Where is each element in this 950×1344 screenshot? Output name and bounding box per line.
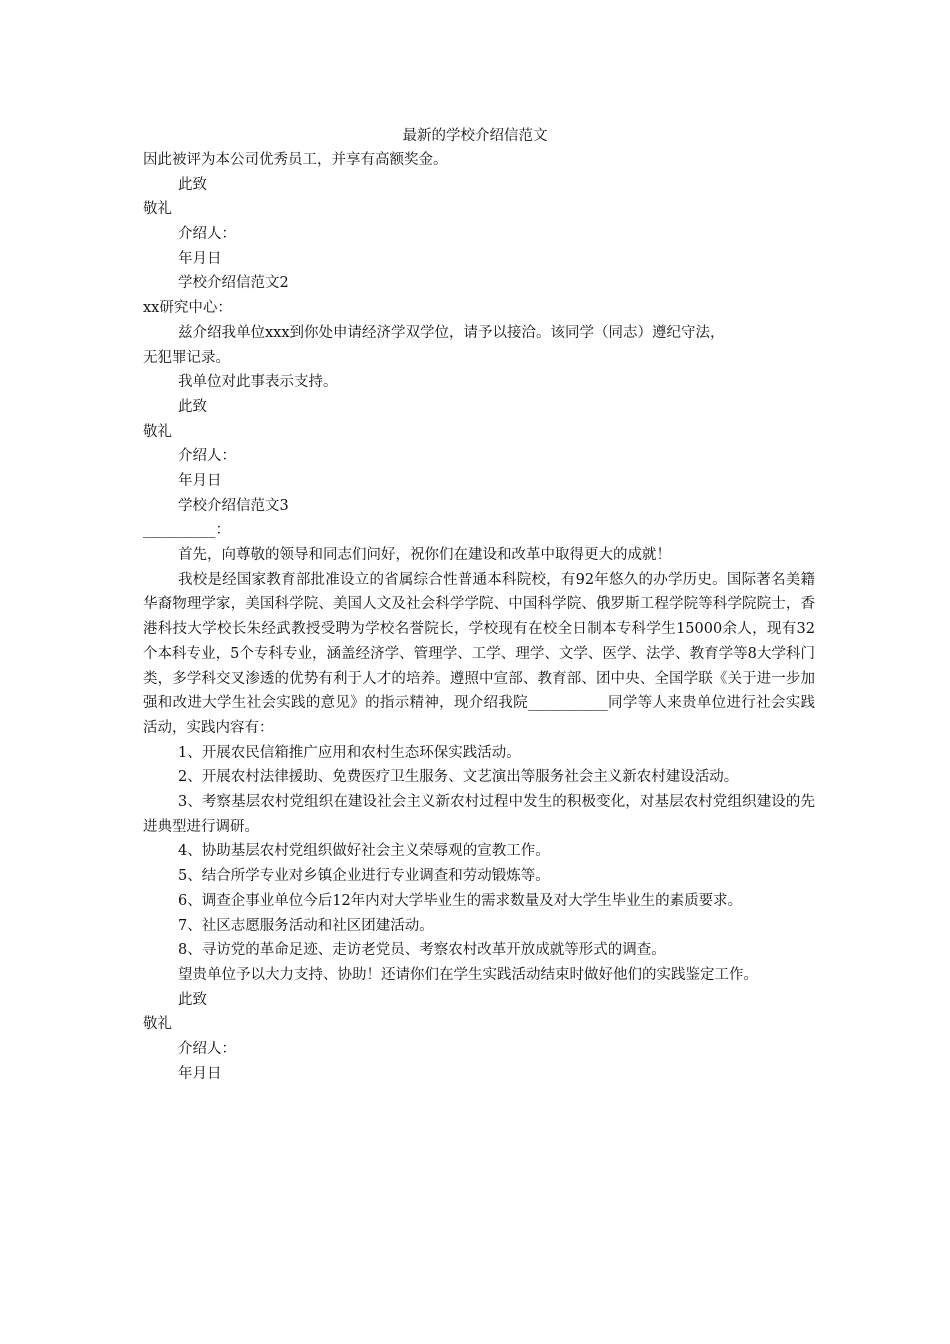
activity-item: 8、寻访党的革命足迹、走访老党员、考察农村改革开放成就等形式的调查。 <box>178 942 666 959</box>
request-paragraph: 望贵单位予以大力支持、协助！还请你们在学生实践活动结束时做好他们的实践鉴定工作。 <box>178 966 758 983</box>
activity-item: 1、开展农民信箱推广应用和农村生态环保实践活动。 <box>178 744 521 761</box>
text-line: 此致 <box>178 991 207 1008</box>
text-line: 敬礼 <box>143 423 172 440</box>
text-line: 此致 <box>178 176 207 193</box>
activity-item: 3、考察基层农村党组织在建设社会主义新农村过程中发生的积极变化，对基层农村党组织建设的先进典型进行调研。 <box>143 794 815 835</box>
text-line: 敬礼 <box>143 1016 172 1033</box>
text-line: 兹介绍我单位xxx到你处申请经济学双学位，请予以接洽。该同学（同志）遵纪守法， <box>178 324 725 341</box>
addressee-line: __________： <box>143 522 230 539</box>
text-line: 此致 <box>178 398 207 415</box>
document-body <box>143 148 815 1086</box>
addressee-line: xx研究中心： <box>143 300 232 317</box>
text-line: 介绍人： <box>178 1041 236 1058</box>
document-title: 最新的学校介绍信范文 <box>402 128 548 144</box>
activity-item: 2、开展农村法律援助、免费医疗卫生服务、文艺演出等服务社会主义新农村建设活动。 <box>178 769 739 786</box>
text-line: 无犯罪记录。 <box>143 349 230 366</box>
activity-item: 7、社区志愿服务活动和社区团建活动。 <box>178 917 434 934</box>
activity-item: 4、协助基层农村党组织做好社会主义荣辱观的宣教工作。 <box>178 843 550 860</box>
activity-item: 6、调查企事业单位今后12年内对大学毕业生的需求数量及对大学生毕业生的素质要求。 <box>178 892 743 909</box>
section-heading: 学校介绍信范文3 <box>178 497 289 514</box>
activity-item: 5、结合所学专业对乡镇企业进行专业调查和劳动锻炼等。 <box>178 868 550 885</box>
school-intro-paragraph: 我校是经国家教育部批准设立的省属综合性普通本科院校，有92年悠久的办学历史。国际著名美籍华裔物理学家，美国科学院、美国人文及社会科学学院、中国科学院、俄罗斯工程学院等科学院院士，香港科技大学校长朱经武教授受聘为学校名誉院长，学校现有在校全日制本专科学生15000余人，现有32个本科专业，5个专科专业，涵盖经济学、管理学、工学、理学、文学、医学、法学、教育学等8大学科门类，多学科交叉渗透的优势有利于人才的培养。遵照中宣部、教育部、团中央、全国学联《关于进一步加强和改进大学生社会实践的意见》的指示精神，现介绍我院___________同学等人来贵单位进行社会实践活动，实践内容有： <box>143 571 815 736</box>
text-line: 年月日 <box>178 250 222 267</box>
text-line: 介绍人： <box>178 448 236 465</box>
text-line: 我单位对此事表示支持。 <box>178 374 338 391</box>
section-heading: 学校介绍信范文2 <box>178 275 289 292</box>
text-line: 因此被评为本公司优秀员工，并享有高额奖金。 <box>143 152 448 168</box>
text-line: 介绍人： <box>178 226 236 243</box>
text-line: 年月日 <box>178 1065 222 1082</box>
text-line: 敬礼 <box>143 201 172 218</box>
text-line: 首先，向尊敬的领导和同志们问好，祝你们在建设和改革中取得更大的成就！ <box>178 547 671 563</box>
text-line: 年月日 <box>178 472 222 489</box>
